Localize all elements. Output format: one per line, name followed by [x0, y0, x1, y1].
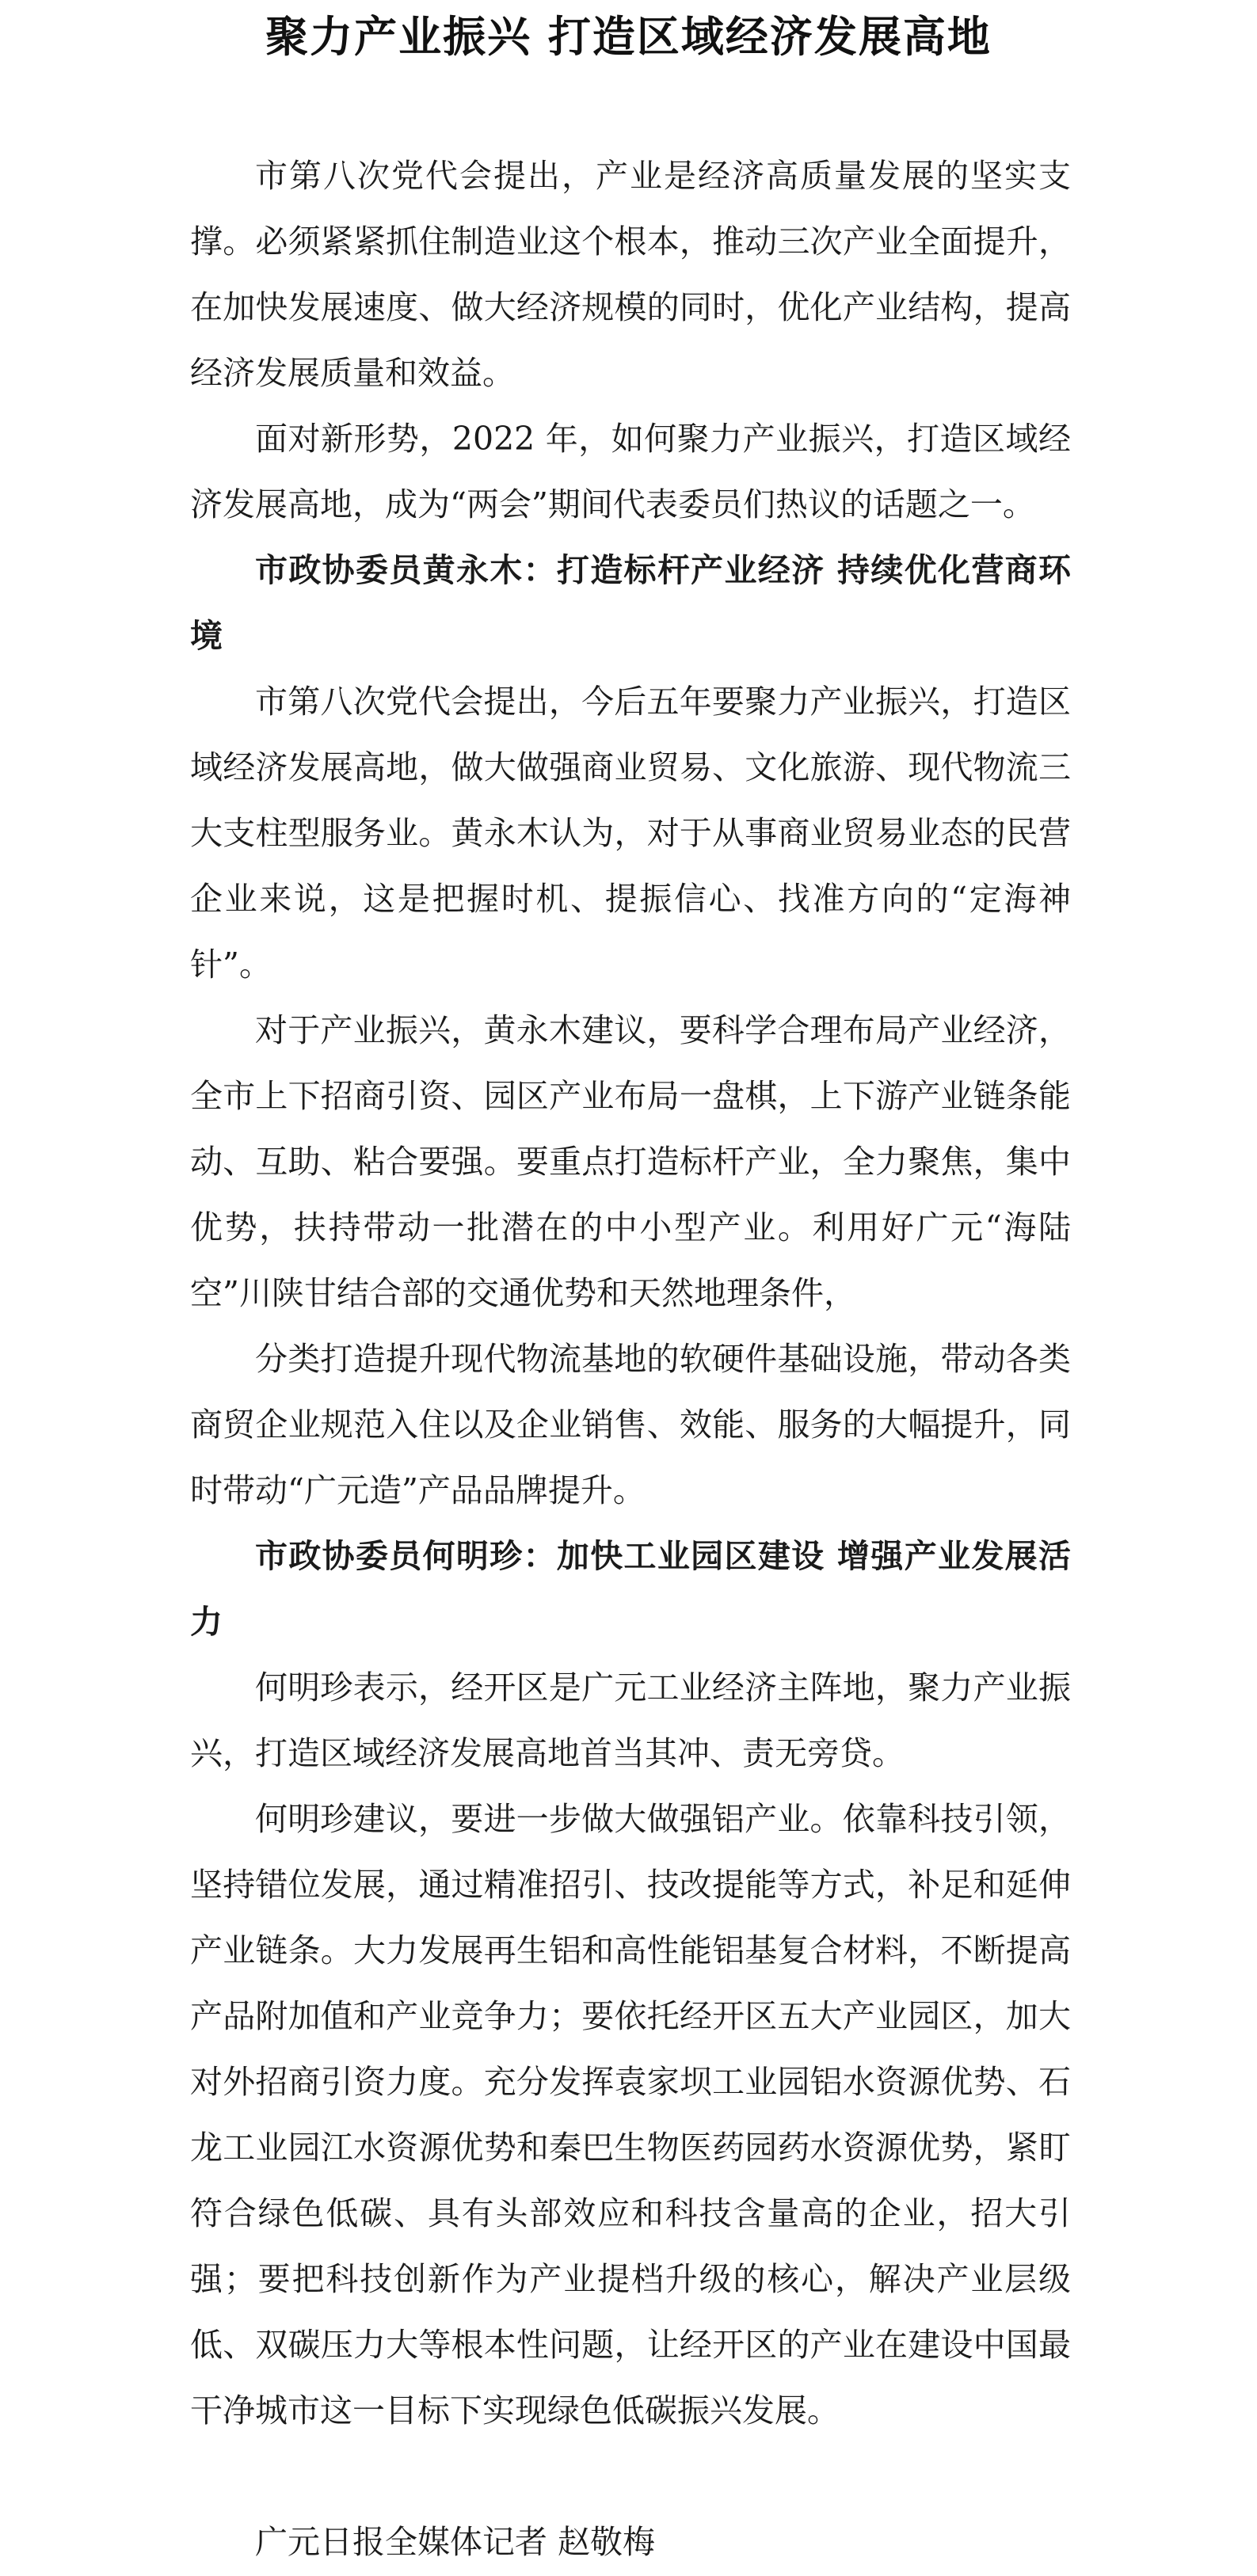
- paragraph-intro: 市第八次党代会提出，产业是经济高质量发展的坚实支撑。必须紧紧抓住制造业这个根本，推动三次产业全面提升，在加快发展速度、做大经济规模的同时，优化产业结构，提高经济发展质量和效益。: [190, 157, 1071, 392]
- paragraph-huang-1: 市第八次党代会提出，今后五年要聚力产业振兴，打造区域经济发展高地，做大做强商业贸易、文化旅游、现代物流三大支柱型服务业。黄永木认为，对于从事商业贸易业态的民营企业来说，这是把握时机、提振信心、找准方向的“定海神针”。: [190, 683, 1071, 984]
- paragraph-he-1: 何明珍表示，经开区是广元工业经济主阵地，聚力产业振兴，打造区域经济发展高地首当其冲、责无旁贷。: [190, 1669, 1071, 1772]
- article-title: 聚力产业振兴 打造区域经济发展高地: [265, 11, 992, 62]
- section-heading-he: 市政协委员何明珍：加快工业园区建设 增强产业发展活力: [190, 1537, 1071, 1641]
- byline: 广元日报全媒体记者 赵敬梅: [255, 2523, 656, 2561]
- paragraph-context: 面对新形势，2022 年，如何聚力产业振兴，打造区域经济发展高地，成为“两会”期间代表委员们热议的话题之一。: [190, 420, 1071, 523]
- paragraph-huang-3: 分类打造提升现代物流基地的软硬件基础设施，带动各类商贸企业规范入住以及企业销售、效能、服务的大幅提升，同时带动“广元造”产品品牌提升。: [190, 1340, 1071, 1509]
- section-heading-huang: 市政协委员黄永木：打造标杆产业经济 持续优化营商环境: [190, 551, 1071, 655]
- paragraph-he-2: 何明珍建议，要进一步做大做强铝产业。依靠科技引领，坚持错位发展，通过精准招引、技改提能等方式，补足和延伸产业链条。大力发展再生铝和高性能铝基复合材料，不断提高产品附加值和产业竞争力；要依托经开区五大产业园区，加大对外招商引资力度。充分发挥袁家坝工业园铝水资源优势、石龙工业园江水资源优势和秦巴生物医药园药水资源优势，紧盯符合绿色低碳、具有头部效应和科技含量高的企业，招大引强；要把科技创新作为产业提档升级的核心，解决产业层级低、双碳压力大等根本性问题，让经开区的产业在建设中国最干净城市这一目标下实现绿色低碳振兴发展。: [190, 1800, 1071, 2430]
- paragraph-huang-2: 对于产业振兴，黄永木建议，要科学合理布局产业经济，全市上下招商引资、园区产业布局一盘棋，上下游产业链条能动、互助、粘合要强。要重点打造标杆产业，全力聚焦，集中优势，扶持带动一批潜在的中小型产业。利用好广元“海陆空”川陕甘结合部的交通优势和天然地理条件，: [190, 1011, 1071, 1312]
